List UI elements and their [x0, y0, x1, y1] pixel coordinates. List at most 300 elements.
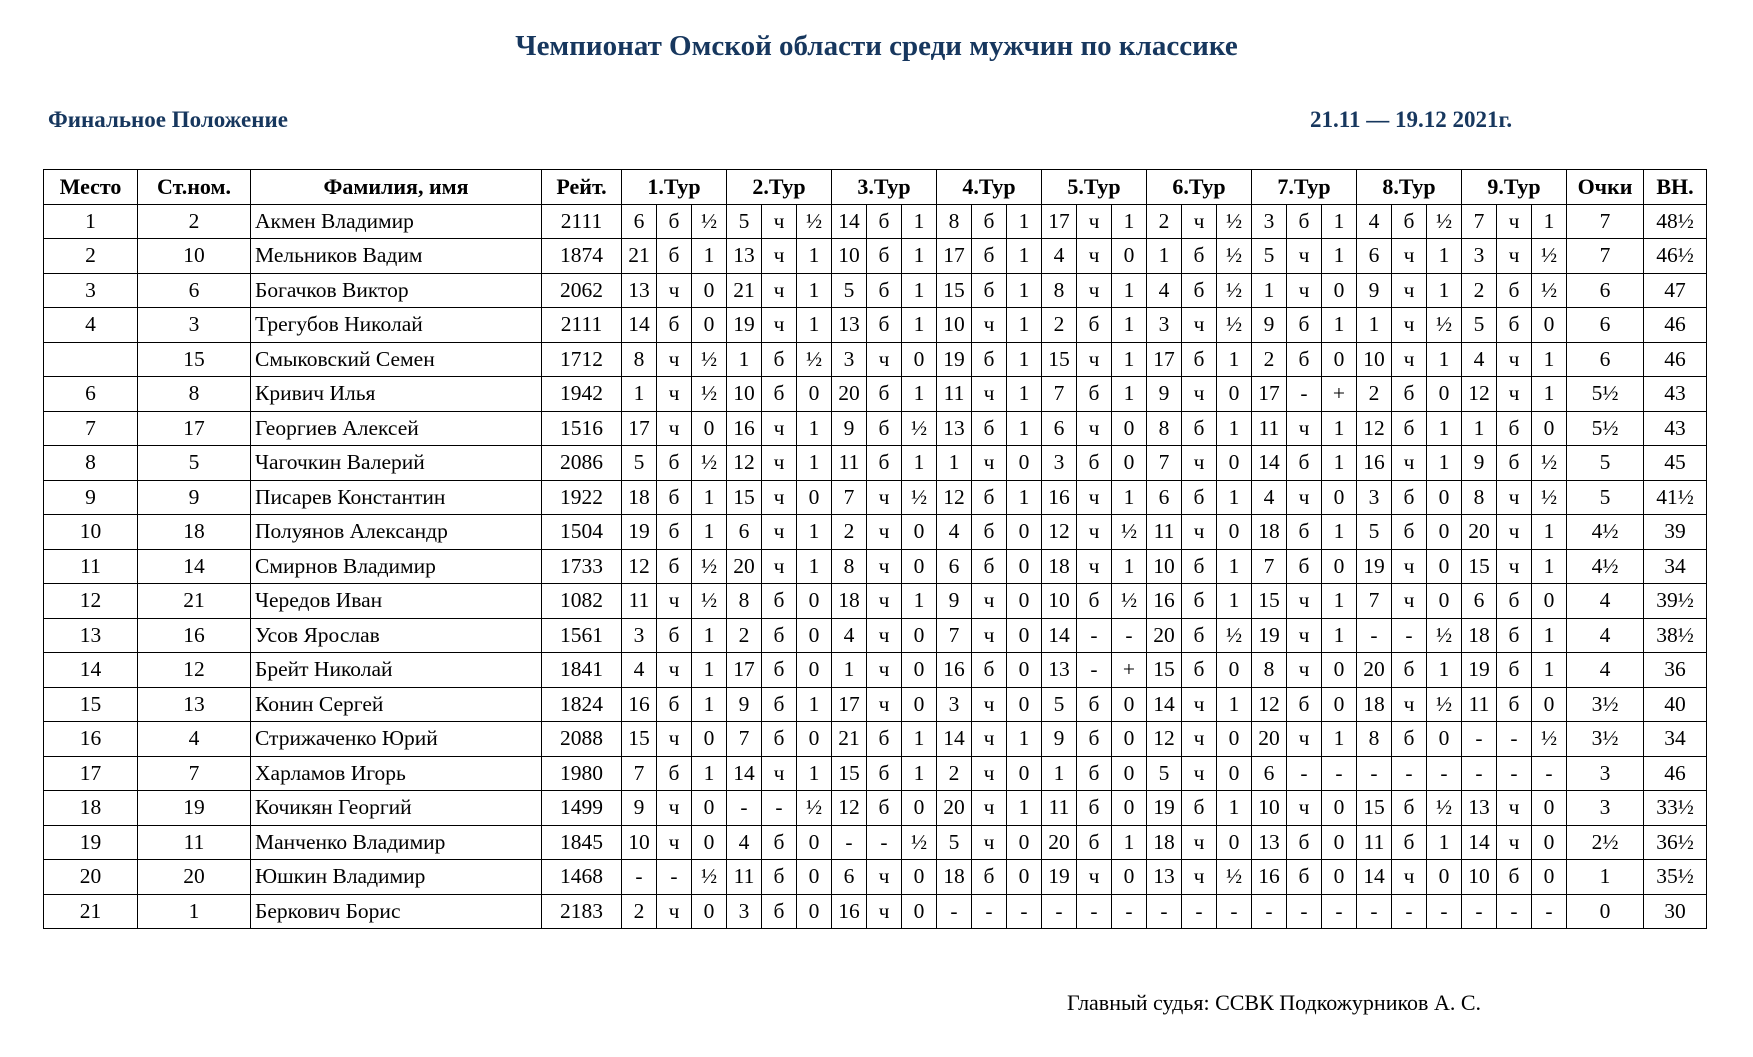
round-color-cell: ч [762, 204, 797, 239]
round-opponent-cell: 3 [1462, 239, 1497, 274]
round-opponent-cell: 14 [622, 308, 657, 343]
round-opponent-cell: 6 [1462, 584, 1497, 619]
round-opponent-cell: 6 [832, 860, 867, 895]
round-opponent-cell: 10 [1357, 342, 1392, 377]
round-opponent-cell: 15 [937, 273, 972, 308]
round-color-cell: б [1497, 653, 1532, 688]
round-result-cell: 1 [1322, 584, 1357, 619]
round-result-cell: 1 [1007, 480, 1042, 515]
table-row [44, 860, 1707, 895]
round-opponent-cell: 13 [937, 411, 972, 446]
round-result-cell: 0 [1427, 377, 1462, 412]
round-opponent-cell: 10 [1147, 549, 1182, 584]
round-color-cell: ч [1077, 515, 1112, 550]
tiebreak-cell: 39½ [1644, 584, 1707, 619]
round-opponent-cell: 5 [1252, 239, 1287, 274]
round-opponent-cell: 14 [937, 722, 972, 757]
round-opponent-cell: 2 [1042, 308, 1077, 343]
start-number-cell: 15 [138, 342, 251, 377]
round-result-cell: 0 [1007, 860, 1042, 895]
round-opponent-cell: 2 [1462, 273, 1497, 308]
round-color-cell: - [1497, 894, 1532, 929]
round-opponent-cell: 15 [832, 756, 867, 791]
round-color-cell: б [762, 825, 797, 860]
round-color-cell: б [657, 549, 692, 584]
round-result-cell: 1 [1532, 377, 1567, 412]
round-result-cell: - [1427, 894, 1462, 929]
round-result-cell: 0 [1112, 791, 1147, 826]
round-result-cell: 1 [1007, 722, 1042, 757]
table-row [44, 756, 1707, 791]
round-opponent-cell: 16 [937, 653, 972, 688]
round-color-cell: б [1182, 480, 1217, 515]
round-color-cell: б [1287, 446, 1322, 481]
round-color-cell: б [1182, 239, 1217, 274]
place-cell: 1 [44, 204, 138, 239]
round-color-cell: б [762, 584, 797, 619]
round-opponent-cell: 20 [1147, 618, 1182, 653]
round-color-cell: ч [1287, 411, 1322, 446]
round-opponent-cell: 1 [727, 342, 762, 377]
round-color-cell: ч [972, 618, 1007, 653]
round-color-cell: б [762, 618, 797, 653]
round-opponent-cell: 8 [1462, 480, 1497, 515]
round-result-cell: 0 [1532, 411, 1567, 446]
round-result-cell: 1 [1217, 687, 1252, 722]
round-opponent-cell: 18 [1357, 687, 1392, 722]
header-round: 5.Тур [1042, 170, 1147, 205]
round-opponent-cell: 12 [727, 446, 762, 481]
round-color-cell: ч [1392, 687, 1427, 722]
round-opponent-cell: 12 [937, 480, 972, 515]
round-result-cell: ½ [1217, 860, 1252, 895]
round-opponent-cell: 20 [1042, 825, 1077, 860]
round-color-cell: ч [867, 515, 902, 550]
round-result-cell: 1 [902, 446, 937, 481]
round-result-cell: 1 [692, 480, 727, 515]
place-cell: 20 [44, 860, 138, 895]
round-opponent-cell: 8 [1252, 653, 1287, 688]
round-opponent-cell: 9 [832, 411, 867, 446]
round-opponent-cell: 3 [1357, 480, 1392, 515]
round-color-cell: б [1287, 204, 1322, 239]
round-color-cell: б [657, 515, 692, 550]
tiebreak-cell: 38½ [1644, 618, 1707, 653]
round-result-cell: 0 [902, 618, 937, 653]
round-result-cell: 0 [1007, 584, 1042, 619]
round-result-cell: 1 [1217, 411, 1252, 446]
round-result-cell: 0 [902, 549, 937, 584]
round-color-cell: ч [1287, 584, 1322, 619]
round-result-cell: 0 [1112, 687, 1147, 722]
round-result-cell: 0 [1217, 377, 1252, 412]
round-result-cell: 0 [1427, 549, 1462, 584]
points-cell: 3 [1567, 756, 1644, 791]
player-name-cell: Смирнов Владимир [251, 549, 542, 584]
round-opponent-cell: 14 [1357, 860, 1392, 895]
round-opponent-cell: 7 [1042, 377, 1077, 412]
tiebreak-cell: 46 [1644, 308, 1707, 343]
round-result-cell: 0 [1112, 722, 1147, 757]
round-opponent-cell: 8 [1042, 273, 1077, 308]
round-opponent-cell: 13 [1042, 653, 1077, 688]
round-opponent-cell: 4 [1357, 204, 1392, 239]
round-opponent-cell: 21 [832, 722, 867, 757]
round-result-cell: 0 [1322, 860, 1357, 895]
round-opponent-cell: 11 [1147, 515, 1182, 550]
place-cell: 8 [44, 446, 138, 481]
round-opponent-cell: 14 [1462, 825, 1497, 860]
start-number-cell: 8 [138, 377, 251, 412]
points-cell: 2½ [1567, 825, 1644, 860]
table-row [44, 687, 1707, 722]
round-result-cell: 0 [1322, 273, 1357, 308]
round-result-cell: - [1007, 894, 1042, 929]
round-result-cell: 0 [1007, 687, 1042, 722]
place-cell: 12 [44, 584, 138, 619]
round-color-cell: - [1392, 894, 1427, 929]
round-result-cell: 1 [902, 239, 937, 274]
table-row [44, 653, 1707, 688]
round-color-cell: ч [1287, 791, 1322, 826]
round-result-cell: - [1112, 618, 1147, 653]
round-opponent-cell: 11 [1042, 791, 1077, 826]
round-opponent-cell: 3 [1147, 308, 1182, 343]
round-opponent-cell: 9 [1042, 722, 1077, 757]
round-result-cell: ½ [692, 204, 727, 239]
round-opponent-cell: 9 [1357, 273, 1392, 308]
round-result-cell: 1 [902, 584, 937, 619]
round-color-cell: ч [762, 273, 797, 308]
round-color-cell: ч [867, 342, 902, 377]
round-result-cell: ½ [1427, 687, 1462, 722]
points-cell: 4 [1567, 584, 1644, 619]
round-color-cell: ч [867, 549, 902, 584]
round-result-cell: ½ [1112, 584, 1147, 619]
points-cell: 4½ [1567, 515, 1644, 550]
round-result-cell: 0 [902, 894, 937, 929]
round-opponent-cell: 15 [622, 722, 657, 757]
round-opponent-cell: 5 [1147, 756, 1182, 791]
round-color-cell: ч [1287, 722, 1322, 757]
round-opponent-cell: 16 [622, 687, 657, 722]
round-result-cell: 0 [1217, 756, 1252, 791]
round-result-cell: 1 [1112, 480, 1147, 515]
round-color-cell: - [972, 894, 1007, 929]
place-cell: 19 [44, 825, 138, 860]
round-color-cell: ч [1392, 584, 1427, 619]
player-name-cell: Чагочкин Валерий [251, 446, 542, 481]
start-number-cell: 7 [138, 756, 251, 791]
tiebreak-cell: 46½ [1644, 239, 1707, 274]
round-color-cell: - [1182, 894, 1217, 929]
round-color-cell: ч [762, 480, 797, 515]
round-color-cell: ч [1182, 308, 1217, 343]
round-color-cell: ч [762, 756, 797, 791]
points-cell: 5 [1567, 480, 1644, 515]
round-result-cell: ½ [1532, 480, 1567, 515]
round-opponent-cell: 8 [937, 204, 972, 239]
round-color-cell: ч [1392, 273, 1427, 308]
tiebreak-cell: 47 [1644, 273, 1707, 308]
round-color-cell: б [657, 204, 692, 239]
place-cell: 4 [44, 308, 138, 343]
round-result-cell: 1 [1322, 411, 1357, 446]
round-color-cell: - [1287, 756, 1322, 791]
round-color-cell: ч [867, 687, 902, 722]
round-opponent-cell: 11 [727, 860, 762, 895]
round-result-cell: 1 [797, 446, 832, 481]
round-color-cell: - [1077, 894, 1112, 929]
header-rating: Рейт. [542, 170, 622, 205]
round-opponent-cell: 12 [1462, 377, 1497, 412]
round-color-cell: б [1497, 618, 1532, 653]
round-opponent-cell: 3 [1252, 204, 1287, 239]
round-opponent-cell: 20 [727, 549, 762, 584]
round-result-cell: 1 [1217, 791, 1252, 826]
round-color-cell: - [1287, 894, 1322, 929]
round-result-cell: 1 [797, 549, 832, 584]
round-opponent-cell: 7 [832, 480, 867, 515]
round-result-cell: 0 [1007, 756, 1042, 791]
round-opponent-cell: 6 [727, 515, 762, 550]
round-result-cell: 1 [797, 239, 832, 274]
round-opponent-cell: 7 [937, 618, 972, 653]
tiebreak-cell: 46 [1644, 756, 1707, 791]
round-color-cell: б [657, 480, 692, 515]
round-result-cell: 1 [692, 618, 727, 653]
header-name: Фамилия, имя [251, 170, 542, 205]
round-color-cell: ч [1392, 308, 1427, 343]
round-opponent-cell: 6 [937, 549, 972, 584]
round-result-cell: 0 [1007, 618, 1042, 653]
round-opponent-cell: 2 [832, 515, 867, 550]
round-result-cell: 1 [1322, 515, 1357, 550]
round-color-cell: б [657, 618, 692, 653]
round-opponent-cell: 3 [1042, 446, 1077, 481]
round-opponent-cell: - [1147, 894, 1182, 929]
round-result-cell: 0 [1007, 549, 1042, 584]
round-result-cell: 0 [692, 825, 727, 860]
round-result-cell: 0 [1112, 860, 1147, 895]
round-result-cell: 0 [797, 860, 832, 895]
round-opponent-cell: - [832, 825, 867, 860]
round-color-cell: ч [1287, 273, 1322, 308]
place-cell: 21 [44, 894, 138, 929]
rating-cell: 1712 [542, 342, 622, 377]
round-color-cell: ч [1077, 239, 1112, 274]
header-tiebreak: ВН. [1644, 170, 1707, 205]
place-cell: 18 [44, 791, 138, 826]
round-opponent-cell: 19 [622, 515, 657, 550]
round-opponent-cell: 3 [832, 342, 867, 377]
round-result-cell: 1 [1322, 722, 1357, 757]
table-row [44, 239, 1707, 274]
round-result-cell: 0 [1007, 446, 1042, 481]
header-place: Место [44, 170, 138, 205]
round-opponent-cell: 7 [1252, 549, 1287, 584]
header-round: 2.Тур [727, 170, 832, 205]
round-opponent-cell: 1 [1357, 308, 1392, 343]
round-color-cell: ч [867, 480, 902, 515]
player-name-cell: Писарев Константин [251, 480, 542, 515]
round-result-cell: 1 [1427, 825, 1462, 860]
round-opponent-cell: 10 [727, 377, 762, 412]
round-color-cell: ч [657, 273, 692, 308]
round-opponent-cell: - [1462, 722, 1497, 757]
rating-cell: 2088 [542, 722, 622, 757]
place-cell: 16 [44, 722, 138, 757]
round-color-cell: б [1392, 653, 1427, 688]
round-opponent-cell: - [1357, 618, 1392, 653]
round-color-cell: ч [972, 687, 1007, 722]
round-color-cell: б [1182, 549, 1217, 584]
round-color-cell: б [1077, 825, 1112, 860]
start-number-cell: 5 [138, 446, 251, 481]
header-round: 3.Тур [832, 170, 937, 205]
round-color-cell: ч [972, 825, 1007, 860]
round-result-cell: ½ [692, 377, 727, 412]
rating-cell: 1082 [542, 584, 622, 619]
round-opponent-cell: 9 [727, 687, 762, 722]
round-result-cell: 1 [1007, 308, 1042, 343]
table-row [44, 722, 1707, 757]
round-color-cell: б [867, 791, 902, 826]
round-opponent-cell: 17 [937, 239, 972, 274]
header-round: 4.Тур [937, 170, 1042, 205]
round-color-cell: б [762, 722, 797, 757]
round-result-cell: 0 [692, 791, 727, 826]
round-opponent-cell: 13 [622, 273, 657, 308]
tiebreak-cell: 30 [1644, 894, 1707, 929]
place-cell: 15 [44, 687, 138, 722]
round-result-cell: + [1322, 377, 1357, 412]
header-round: 1.Тур [622, 170, 727, 205]
round-color-cell: ч [972, 446, 1007, 481]
round-result-cell: ½ [902, 411, 937, 446]
round-opponent-cell: 19 [1462, 653, 1497, 688]
round-opponent-cell: 10 [1042, 584, 1077, 619]
table-row [44, 342, 1707, 377]
round-result-cell: 0 [1532, 308, 1567, 343]
round-color-cell: б [1392, 204, 1427, 239]
round-result-cell: 0 [692, 894, 727, 929]
player-name-cell: Георгиев Алексей [251, 411, 542, 446]
round-result-cell: 0 [1217, 722, 1252, 757]
round-color-cell: ч [867, 653, 902, 688]
rating-cell: 2111 [542, 308, 622, 343]
round-color-cell: ч [1497, 204, 1532, 239]
round-opponent-cell: 4 [727, 825, 762, 860]
round-result-cell: 0 [1427, 515, 1462, 550]
rating-cell: 1516 [542, 411, 622, 446]
round-opponent-cell: 1 [1147, 239, 1182, 274]
round-opponent-cell: 2 [1357, 377, 1392, 412]
round-color-cell: б [657, 446, 692, 481]
round-result-cell: 1 [1007, 411, 1042, 446]
place-cell [44, 342, 138, 377]
round-color-cell: б [1287, 308, 1322, 343]
standings-body [44, 204, 1707, 929]
round-color-cell: б [1392, 722, 1427, 757]
round-color-cell: б [1497, 308, 1532, 343]
round-opponent-cell: 18 [937, 860, 972, 895]
round-color-cell: ч [1182, 756, 1217, 791]
round-opponent-cell: 2 [937, 756, 972, 791]
round-result-cell: ½ [797, 204, 832, 239]
round-opponent-cell: 6 [1357, 239, 1392, 274]
round-opponent-cell: 14 [1147, 687, 1182, 722]
round-opponent-cell: 17 [727, 653, 762, 688]
rating-cell: 2086 [542, 446, 622, 481]
round-opponent-cell: - [937, 894, 972, 929]
round-opponent-cell: 18 [1462, 618, 1497, 653]
round-color-cell: ч [1497, 480, 1532, 515]
place-cell: 14 [44, 653, 138, 688]
round-opponent-cell: 9 [1462, 446, 1497, 481]
round-opponent-cell: 10 [1252, 791, 1287, 826]
round-color-cell: ч [762, 549, 797, 584]
round-result-cell: 0 [1532, 860, 1567, 895]
round-color-cell: - [1392, 756, 1427, 791]
round-result-cell: 0 [1007, 653, 1042, 688]
start-number-cell: 1 [138, 894, 251, 929]
tiebreak-cell: 40 [1644, 687, 1707, 722]
round-result-cell: 0 [797, 584, 832, 619]
player-name-cell: Усов Ярослав [251, 618, 542, 653]
round-result-cell: 1 [902, 273, 937, 308]
round-result-cell: 0 [902, 791, 937, 826]
place-cell: 2 [44, 239, 138, 274]
round-result-cell: 0 [1322, 480, 1357, 515]
round-opponent-cell: 13 [1252, 825, 1287, 860]
round-color-cell: б [867, 756, 902, 791]
round-color-cell: ч [657, 377, 692, 412]
round-opponent-cell: - [1252, 894, 1287, 929]
points-cell: 6 [1567, 342, 1644, 377]
round-opponent-cell: 6 [1252, 756, 1287, 791]
round-result-cell: 1 [1427, 653, 1462, 688]
round-color-cell: ч [762, 411, 797, 446]
round-color-cell: ч [1182, 204, 1217, 239]
round-result-cell: ½ [1427, 308, 1462, 343]
round-result-cell: ½ [1217, 204, 1252, 239]
points-cell: 3½ [1567, 722, 1644, 757]
round-color-cell: - [762, 791, 797, 826]
round-result-cell: 0 [1532, 825, 1567, 860]
round-opponent-cell: 19 [727, 308, 762, 343]
round-color-cell: - [1077, 618, 1112, 653]
round-color-cell: б [1392, 411, 1427, 446]
round-result-cell: 0 [1217, 653, 1252, 688]
round-result-cell: 1 [1322, 239, 1357, 274]
table-row [44, 825, 1707, 860]
round-opponent-cell: 16 [1357, 446, 1392, 481]
round-opponent-cell: 10 [622, 825, 657, 860]
round-result-cell: 1 [1532, 653, 1567, 688]
table-row [44, 411, 1707, 446]
round-opponent-cell: 19 [1357, 549, 1392, 584]
tiebreak-cell: 46 [1644, 342, 1707, 377]
round-color-cell: б [1287, 515, 1322, 550]
table-row [44, 204, 1707, 239]
round-color-cell: б [867, 204, 902, 239]
start-number-cell: 3 [138, 308, 251, 343]
tiebreak-cell: 34 [1644, 722, 1707, 757]
tiebreak-cell: 35½ [1644, 860, 1707, 895]
round-opponent-cell: 11 [832, 446, 867, 481]
round-result-cell: 0 [1217, 446, 1252, 481]
